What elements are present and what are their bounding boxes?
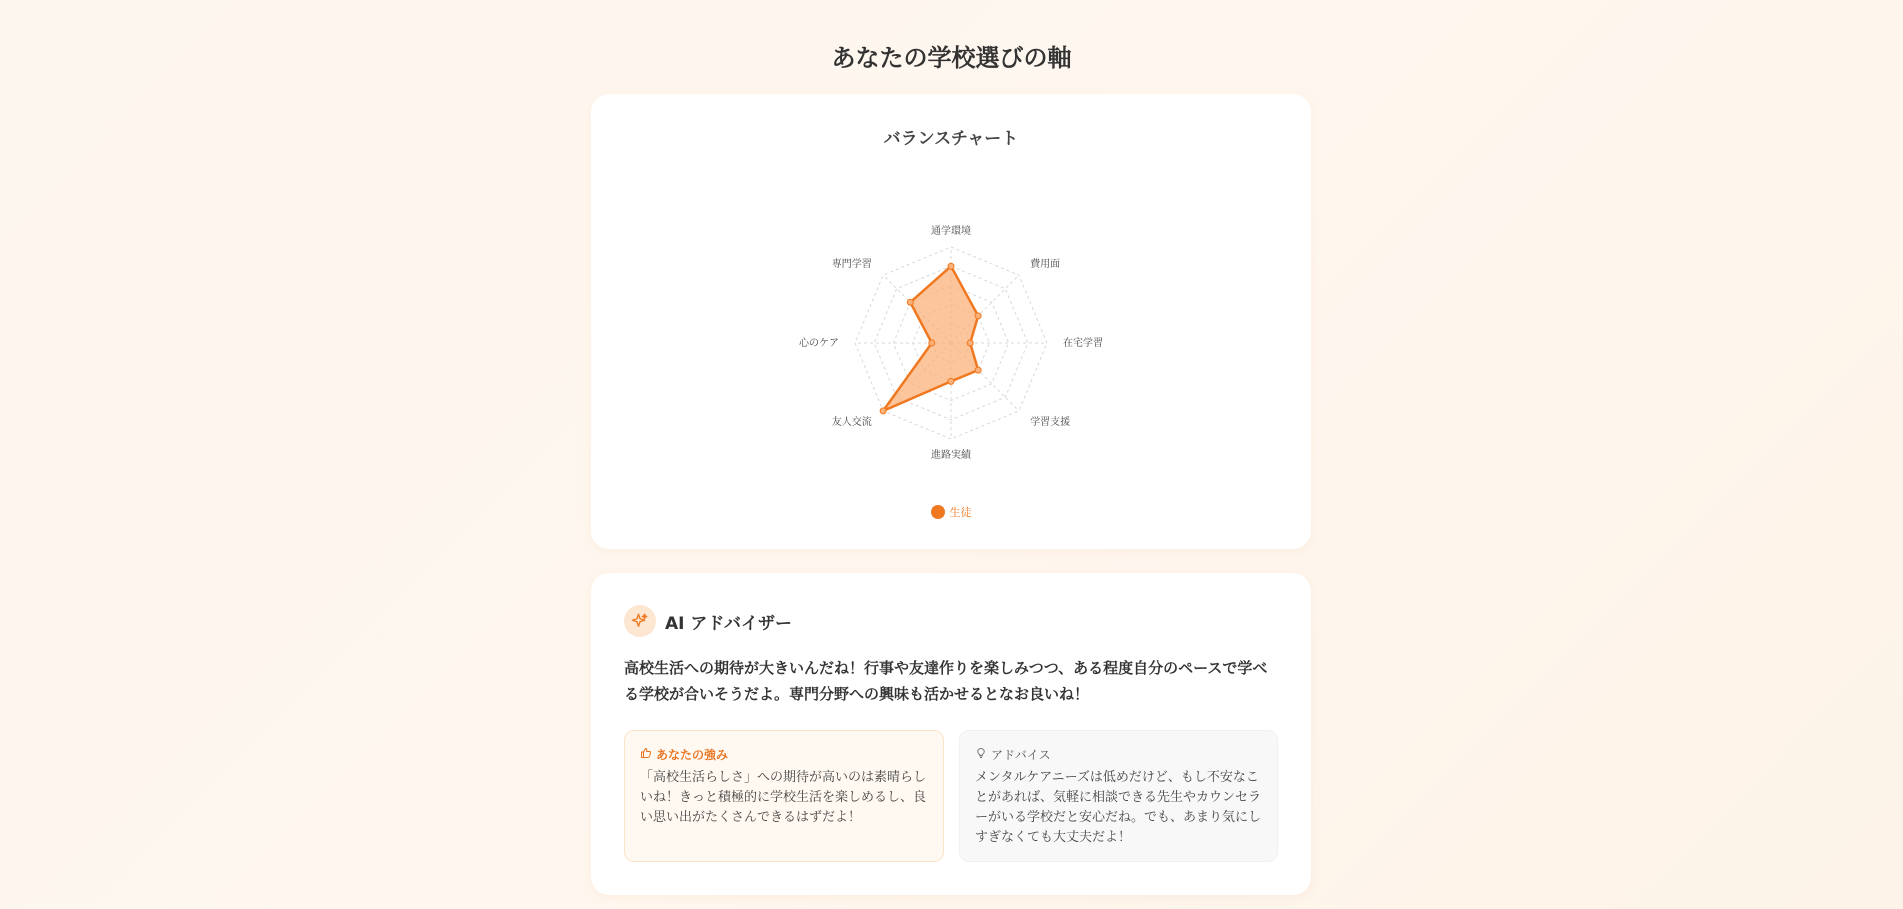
strength-header bbox=[640, 746, 928, 763]
axis-label: 学習支援 bbox=[1030, 417, 1071, 429]
series-area bbox=[883, 266, 978, 411]
data-point[interactable] bbox=[907, 299, 913, 305]
data-point[interactable] bbox=[967, 340, 973, 346]
data-point[interactable] bbox=[975, 367, 981, 373]
advice-box bbox=[959, 730, 1278, 862]
legend-label: 生徒 bbox=[949, 506, 972, 519]
chart-title: バランスチャート bbox=[883, 129, 1019, 149]
strength-text: 「高校生活らしさ」への期待が高いのは素晴らしいね！きっと積極的に学校生活を楽しめるし、良い思い出がたくさんできるはずだよ！ bbox=[640, 770, 927, 825]
advice-text: メンタルケアニーズは低めだけど、もし不安なことがあれば、気軽に相談できる先生やカウンセラーがいる学校だと安心だね。でも、あまり気にしすぎなくても大丈夫だよ！ bbox=[975, 770, 1262, 845]
radar-series bbox=[880, 263, 981, 414]
sparkle-icon bbox=[624, 605, 656, 637]
strength-box bbox=[624, 730, 944, 862]
axis-label: 進路実績 bbox=[931, 450, 971, 461]
page-title: あなたの学校選びの軸 bbox=[831, 44, 1072, 72]
chart-legend[interactable] bbox=[591, 504, 1311, 520]
axis-label: 心のケア bbox=[799, 338, 839, 349]
advisor-message: 高校生活への期待が大きいんだね！行事や友達作りを楽しみつつ、ある程度自分のペースで学べる学校が合いそうだよ。専門分野への興味も活かせるとなお良いね！ bbox=[624, 659, 1268, 703]
data-point[interactable] bbox=[948, 378, 954, 384]
advice-label: アドバイス bbox=[991, 748, 1051, 762]
strength-label: あなたの強み bbox=[656, 748, 729, 762]
radar-chart bbox=[591, 94, 1311, 549]
data-point[interactable] bbox=[929, 340, 935, 346]
lightbulb-icon bbox=[975, 747, 987, 762]
thumbs-up-icon bbox=[640, 747, 652, 762]
legend-swatch bbox=[931, 505, 945, 519]
axis-label: 友人交流 bbox=[831, 417, 872, 429]
data-point[interactable] bbox=[880, 408, 886, 414]
axis-label: 費用面 bbox=[1030, 258, 1061, 270]
data-point[interactable] bbox=[975, 313, 981, 319]
data-point[interactable] bbox=[948, 263, 954, 269]
advisor-card bbox=[591, 573, 1311, 895]
advisor-header bbox=[624, 605, 792, 637]
axis-label: 在宅学習 bbox=[1063, 338, 1103, 349]
axis-label: 通学環境 bbox=[931, 226, 971, 237]
axis-label: 専門学習 bbox=[831, 258, 872, 270]
advice-header bbox=[975, 746, 1262, 763]
advisor-title: AI アドバイザー bbox=[665, 613, 793, 634]
chart-card bbox=[591, 94, 1311, 549]
